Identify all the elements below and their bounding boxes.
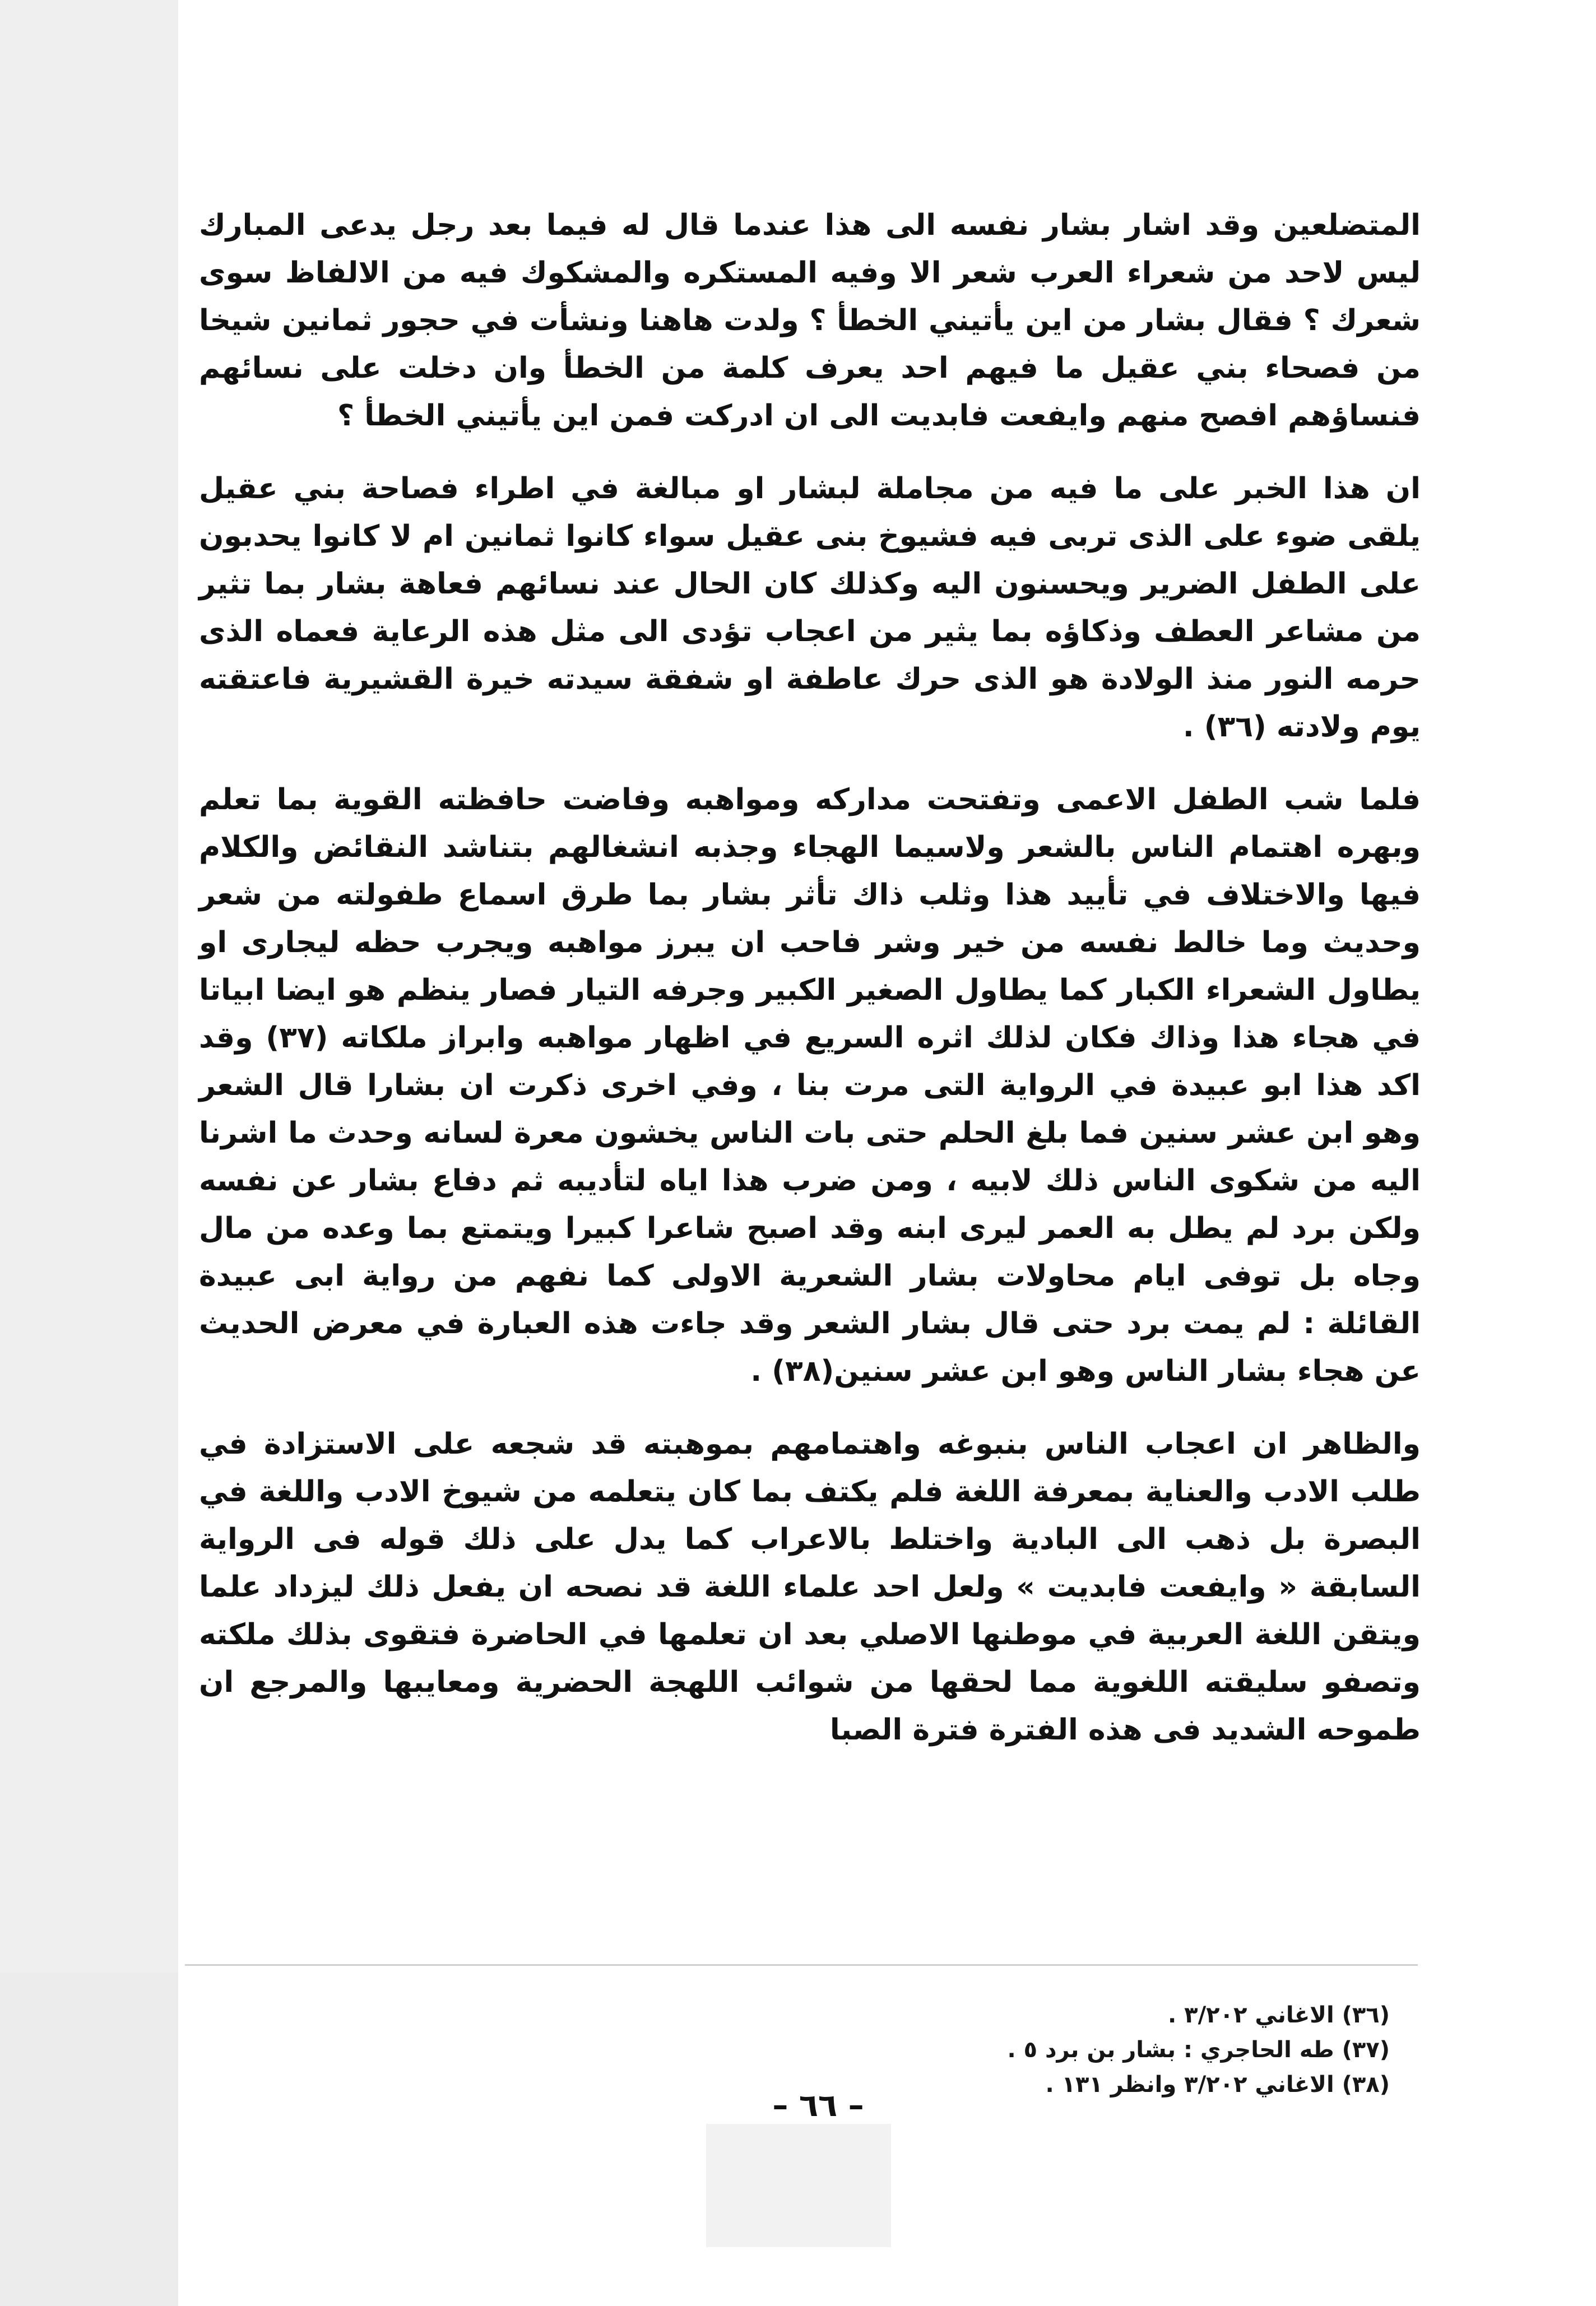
paragraph-4: والظاهر ان اعجاب الناس بنبوغه واهتمامهم بموهبته قد شجعه على الاستزادة في طلب الادب والعناية بمعرفة اللغة فلم يكتف بما كان يتعلمه من شيوخ الادب واللغة في البصرة بل ذهب الى البادية واختلط بالاعراب كما يدل على ذلك قوله فى الرواية السابقة « وايفعت فابديت » ولعل احد علماء اللغة قد نصحه ان يفعل ذلك ليزداد علما ويتقن اللغة العربية في موطنها الاصلي بعد ان تعلمها في الحاضرة فتقوى بذلك ملكته وتصفو سليقته اللغوية مما لحقها من شوائب اللهجة الحضرية ومعايبها والمرجع ان طموحه الشديد فى هذه الفترة فترة الصبا: [199, 1427, 1421, 1747]
footnote-37: (٣٧) طه الحاجري : بشار بن برد ٥ .: [1007, 2037, 1390, 2063]
footnote-divider: [185, 1964, 1418, 1966]
scan-smudge: [706, 2124, 891, 2247]
footnote-38: (٣٨) الاغاني ٣/٢٠٢ وانظر ١٣١ .: [1045, 2072, 1390, 2098]
paragraph-2: ان هذا الخبر على ما فيه من مجاملة لبشار او مبالغة في اطراء فصاحة بني عقيل يلقى ضوء على الذى تربى فيه فشيوخ بنى عقيل سواء كانوا ثمانين ام لا كانوا يحدبون على الطفل الضرير ويحسنون اليه وكذلك كان الحال عند نسائهم فعاهة بشار بما تثير من مشاعر العطف وذكاؤه بما يثير من اعجاب تؤدى الى مثل هذه الرعاية فعماه الذى حرمه النور منذ الولادة هو الذى حرك عاطفة او شفقة سيدته خيرة القشيرية فاعتقته يوم ولادته (٣٦) .: [199, 472, 1421, 744]
footnotes: [616, 1998, 1390, 2102]
paragraph-3: فلما شب الطفل الاعمى وتفتحت مداركه ومواهبه وفاضت حافظته القوية بما تعلم وبهره اهتمام الناس بالشعر ولاسيما الهجاء وجذبه انشغالهم بتناشد النقائض والكلام فيها والاختلاف في تأييد هذا وثلب ذاك تأثر بشار بما طرق اسماع طفولته من شعر وحديث وما خالط نفسه من خير وشر فاحب ان يبرز مواهبه ويجرب حظه ليجارى او يطاول الشعراء الكبار كما يطاول الصغير الكبير وجرفه التيار فصار ينظم هو ايضا ابياتا في هجاء هذا وذاك فكان لذلك اثره السريع في اظهار مواهبه وابراز ملكاته (٣٧) وقد اكد هذا ابو عبيدة في الرواية التى مرت بنا ، وفي اخرى ذكرت ان بشارا قال الشعر وهو ابن عشر سنين فما بلغ الحلم حتى بات الناس يخشون معرة لسانه وحدث ما اشرنا اليه من شكوى الناس ذلك لابيه ، ومن ضرب هذا اياه لتأديبه ثم دفاع بشار عن نفسه ولكن برد لم يطل به العمر ليرى ابنه وقد اصبح شاعرا كبيرا ويتمتع بما وعده من مال وجاه بل توفى ايام محاولات بشار الشعرية الاولى كما نفهم من رواية ابى عبيدة القائلة : لم يمت برد حتى قال بشار الشعر وقد جاءت هذه العبارة في معرض الحديث عن هجاء بشار الناس وهو ابن عشر سنين(٣٨) .: [199, 783, 1421, 1388]
paragraph-1: المتضلعين وقد اشار بشار نفسه الى هذا عندما قال له فيما بعد رجل يدعى المبارك ليس لاحد من شعراء العرب شعر الا وفيه المستكره والمشكوك فيه من الالفاظ سوى شعرك ؟ فقال بشار من اين يأتيني الخطأ ؟ ولدت هاهنا ونشأت في حجور ثمانين شيخا من فصحاء بني عقيل ما فيهم احد يعرف كلمة من الخطأ وان دخلت على نسائهم فنساؤهم افصح منهم وايفعت فابديت الى ان ادركت فمن اين يأتيني الخطأ ؟: [199, 208, 1421, 433]
body-text: [199, 202, 1421, 1754]
page-number: – ٦٦ –: [772, 2087, 864, 2124]
footnote-36: (٣٦) الاغاني ٣/٢٠٢ .: [1168, 2002, 1390, 2028]
scan-margin-upper: [0, 0, 178, 1973]
scan-margin-strip: [0, 0, 178, 2306]
